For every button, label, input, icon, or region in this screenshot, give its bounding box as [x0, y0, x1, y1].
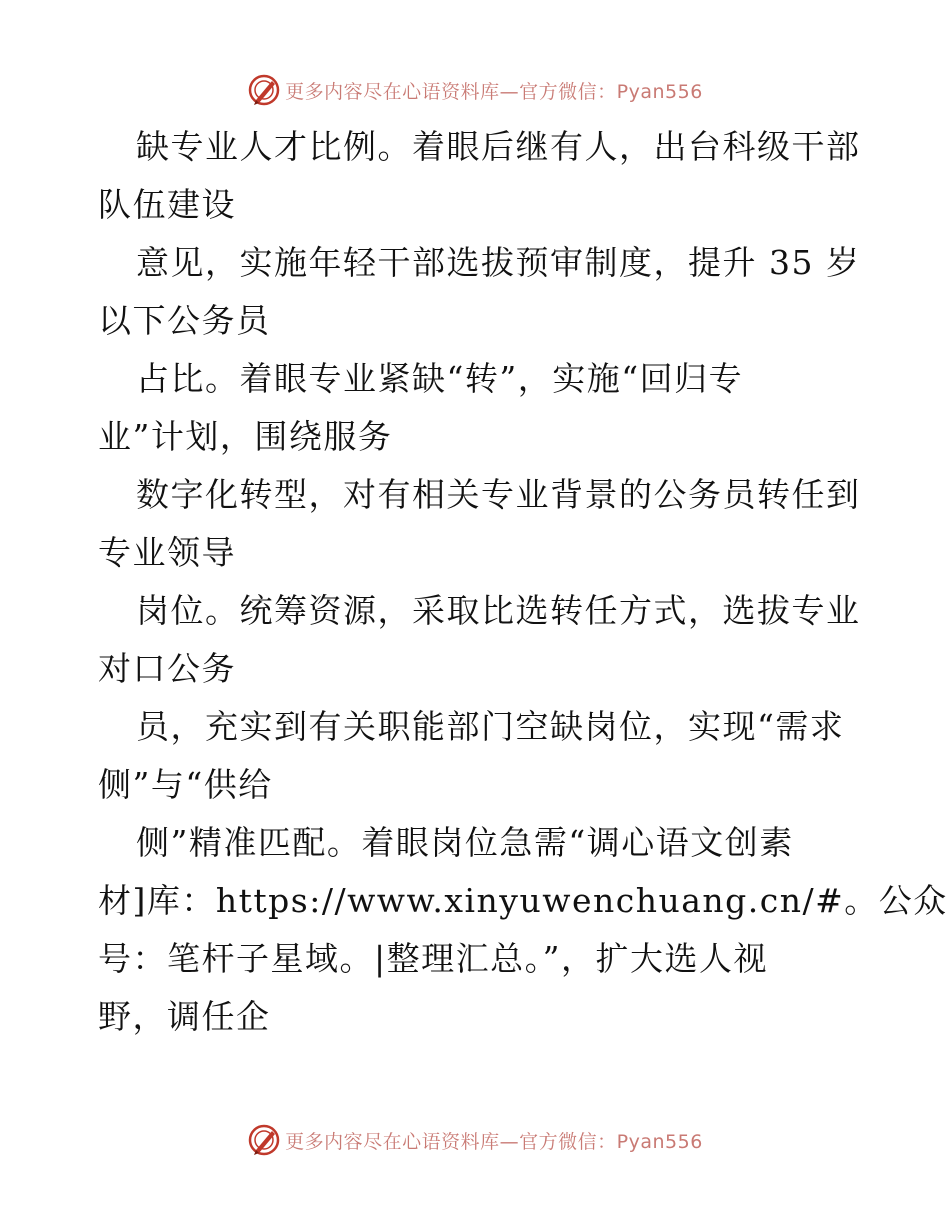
body-line: 意见，实施年轻干部选拔预审制度，提升 35 岁: [136, 243, 861, 282]
body-line: 队伍建设: [98, 185, 236, 224]
header-banner: [0, 70, 950, 110]
body-line: 业”计划，围绕服务: [98, 417, 393, 456]
body-line: 员，充实到有关职能部门空缺岗位，实现“需求: [136, 707, 845, 746]
body-line: 缺专业人才比例。着眼后继有人，出台科级干部: [136, 127, 861, 166]
footer-banner-text: 更多内容尽在心语资料库—官方微信：Pyan556: [285, 1130, 703, 1153]
body-line: 侧”精准匹配。着眼岗位急需“调心语文创素: [136, 823, 794, 862]
body-line: 专业领导: [98, 533, 236, 572]
body-line: 数字化转型，对有相关专业背景的公务员转任到: [136, 475, 861, 514]
body-line: 占比。着眼专业紧缺“转”，实施“回归专: [136, 359, 744, 398]
body-line: 岗位。统筹资源，采取比选转任方式，选拔专业: [136, 591, 861, 630]
body-line: 对口公务: [98, 649, 236, 688]
body-line: 号：笔杆子星域。|整理汇总。”，扩大选人视: [98, 939, 768, 978]
body-line: 野，调任企: [98, 997, 271, 1036]
footer-banner: [0, 1120, 950, 1160]
header-banner-text: 更多内容尽在心语资料库—官方微信：Pyan556: [285, 80, 703, 103]
pen-logo-icon: [247, 1123, 281, 1157]
body-line: 材]库：https://www.xinyuwenchuang.cn/#。公众: [98, 881, 948, 920]
body-line: 侧”与“供给: [98, 765, 273, 804]
document-body: [98, 118, 948, 1046]
body-line: 以下公务员: [98, 301, 271, 340]
pen-logo-icon: [247, 73, 281, 107]
